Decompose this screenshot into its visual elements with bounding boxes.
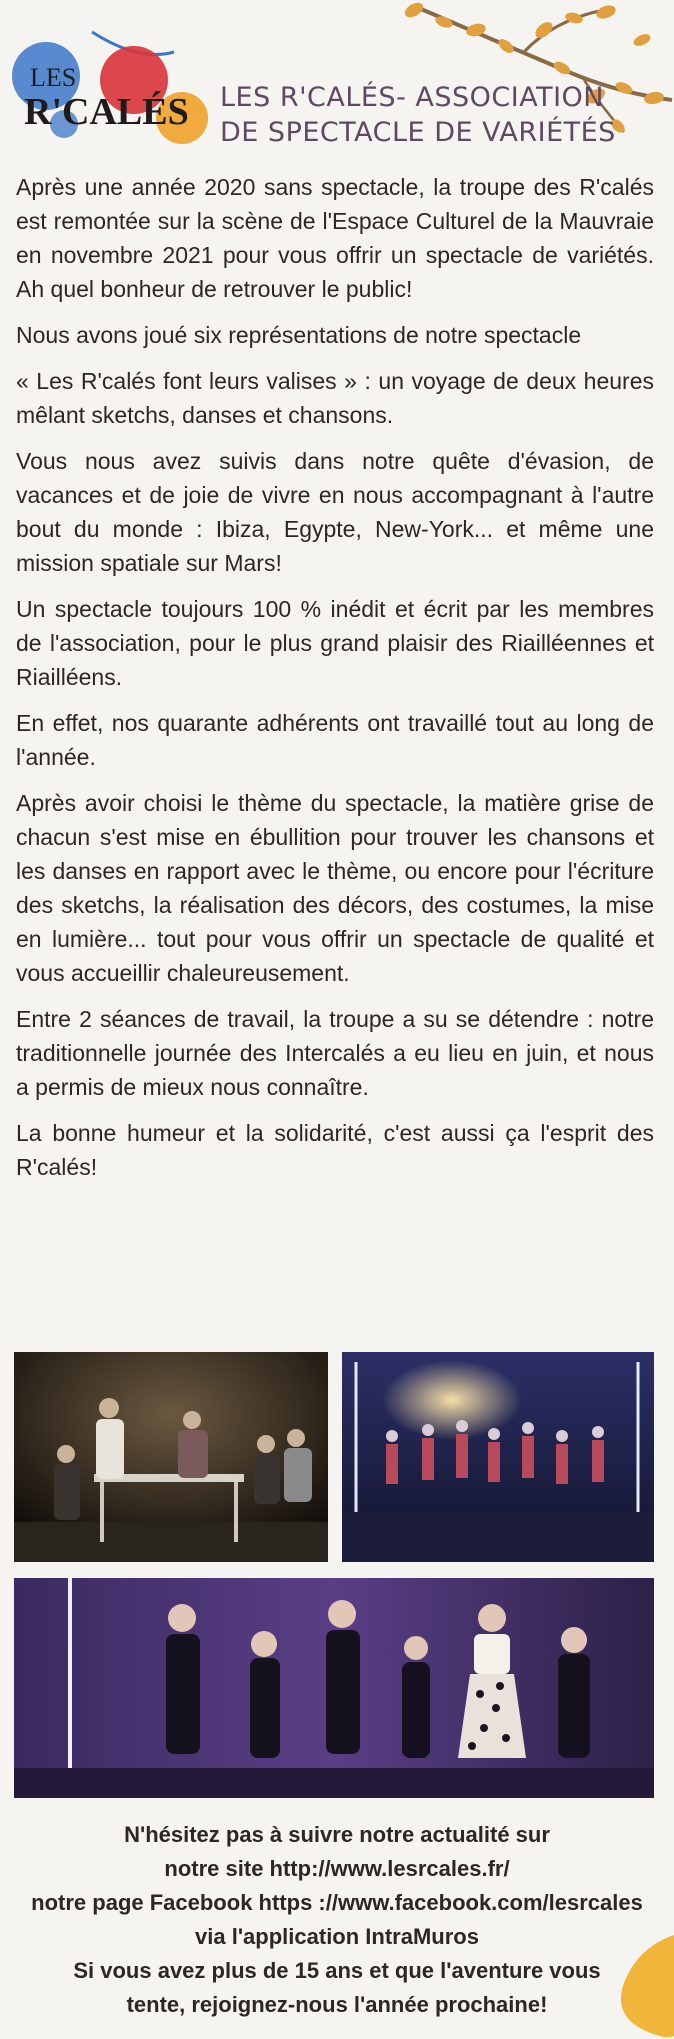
article-body xyxy=(16,170,654,1196)
paragraph: La bonne humeur et la solidarité, c'est aussi ça l'esprit des R'calés! xyxy=(16,1120,654,1180)
footer-line: Si vous avez plus de 15 ans et que l'aventure vous xyxy=(73,1958,601,1983)
logo-text-top: LES xyxy=(30,63,77,92)
paragraph: Après avoir choisi le thème du spectacle, la matière grise de chacun s'est mise en ébullition pour trouver les chansons et les danses en rapport avec le thème, ou encore pour l'écriture des sketchs, la réalisation des décors, des costumes, la mise en lumière... tout pour vous offrir un spectacle de qualité et vous accueillir chaleureusement. xyxy=(16,790,654,986)
footer-line: tente, rejoignez-nous l'année prochaine! xyxy=(126,1992,548,2017)
paragraph: En effet, nos quarante adhérents ont travaillé tout au long de l'année. xyxy=(16,710,654,770)
page-title xyxy=(220,80,660,150)
logo-text-main: R'CALÉS xyxy=(24,91,189,133)
footer-info xyxy=(0,1818,674,2022)
title-line-2: DE SPECTACLE DE VARIÉTÉS xyxy=(220,117,616,148)
footer-website-line: notre site http://www.lesrcales.fr/ xyxy=(164,1856,510,1881)
paragraph: Vous nous avez suivis dans notre quête d'évasion, de vacances et de joie de vivre en nous accompagnant à l'autre bout du monde : Ibiza, Egypte, New-York... et même une mission spatiale sur Mars! xyxy=(16,448,654,576)
paragraph: Nous avons joué six représentations de notre spectacle xyxy=(16,322,582,348)
paragraph: Entre 2 séances de travail, la troupe a su se détendre : notre traditionnelle journée des Intercalés a eu lieu en juin, et nous a permis de mieux nous connaître. xyxy=(16,1006,654,1100)
footer-line: N'hésitez pas à suivre notre actualité sur xyxy=(124,1822,550,1847)
photo-group-dance xyxy=(342,1352,654,1562)
decorative-leaf-icon xyxy=(604,1929,674,2039)
footer-facebook-line: notre page Facebook https ://www.facebook.com/lesrcales xyxy=(31,1890,643,1915)
footer-line: via l'application IntraMuros xyxy=(195,1924,479,1949)
title-line-1: LES R'CALÉS- ASSOCIATION xyxy=(220,82,604,113)
paragraph: Après une année 2020 sans spectacle, la troupe des R'calés est remontée sur la scène de l'Espace Culturel de la Mauvraie en novembre 2021 pour vous offrir un spectacle de variétés. Ah quel bonheur de retrouver le public! xyxy=(16,174,654,302)
photo-dancers-line xyxy=(14,1578,654,1798)
paragraph: « Les R'calés font leurs valises » : un voyage de deux heures mêlant sketchs, danses et chansons. xyxy=(16,368,654,428)
paragraph: Un spectacle toujours 100 % inédit et écrit par les membres de l'association, pour le plus grand plaisir des Riailléennes et Riailléens. xyxy=(16,596,654,690)
les-rcales-logo xyxy=(4,14,214,144)
photo-sketch-scene xyxy=(14,1352,328,1562)
